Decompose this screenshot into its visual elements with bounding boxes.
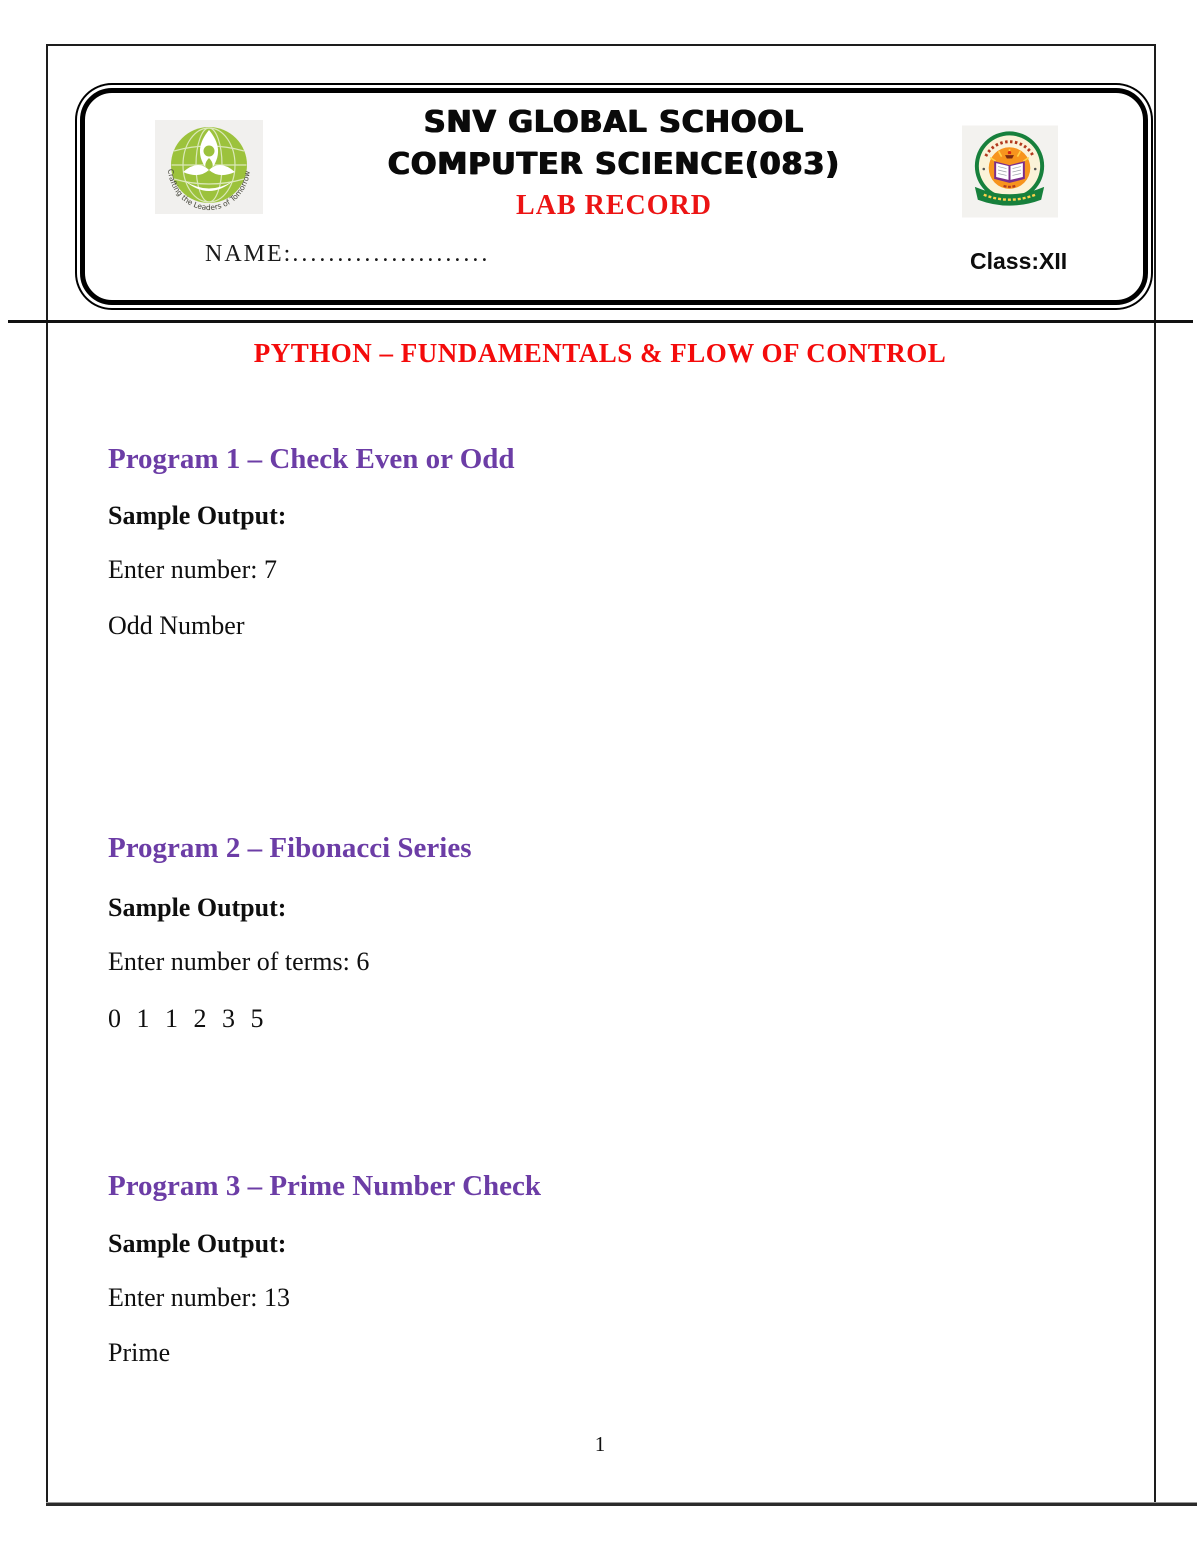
- school-motto-text: Crafting the Leaders of Tomorrow: [165, 168, 252, 213]
- program-1-output-line-1: Enter number: 7: [108, 555, 277, 584]
- name-label: NAME:: [205, 241, 293, 267]
- program-2-title: Program 2 – Fibonacci Series: [108, 832, 472, 864]
- record-type-title: LAB RECORD: [516, 190, 712, 221]
- name-dotted-line: ......................: [292, 241, 491, 267]
- chapter-title: PYTHON – FUNDAMENTALS & FLOW OF CONTROL: [253, 338, 947, 368]
- header-banner-box: [80, 88, 1148, 305]
- program-3-sample-output-label: Sample Output:: [108, 1229, 287, 1258]
- name-field: [205, 241, 490, 268]
- program-1-output-line-2: Odd Number: [108, 611, 245, 640]
- program-2-sample-output-label: Sample Output:: [108, 893, 287, 922]
- program-1-sample-output-label: Sample Output:: [108, 501, 287, 530]
- school-name: SNV GLOBAL SCHOOL: [423, 105, 805, 140]
- program-3-output-line-1: Enter number: 13: [108, 1283, 290, 1312]
- page-bottom-border: [46, 1502, 1197, 1506]
- page-number: 1: [594, 1432, 606, 1456]
- cbse-delhi-script: [1004, 186, 1016, 187]
- header-divider-line: [8, 320, 1193, 323]
- subject-title: COMPUTER SCIENCE(083): [387, 147, 841, 182]
- program-2-output-line-2: 0 1 1 2 3 5: [108, 1004, 264, 1033]
- program-1-title: Program 1 – Check Even or Odd: [108, 443, 515, 475]
- program-3-title: Program 3 – Prime Number Check: [108, 1170, 542, 1202]
- class-label: Class:XII: [970, 248, 1068, 274]
- program-2-output-line-1: Enter number of terms: 6: [108, 947, 370, 976]
- program-3-output-line-2: Prime: [108, 1338, 171, 1367]
